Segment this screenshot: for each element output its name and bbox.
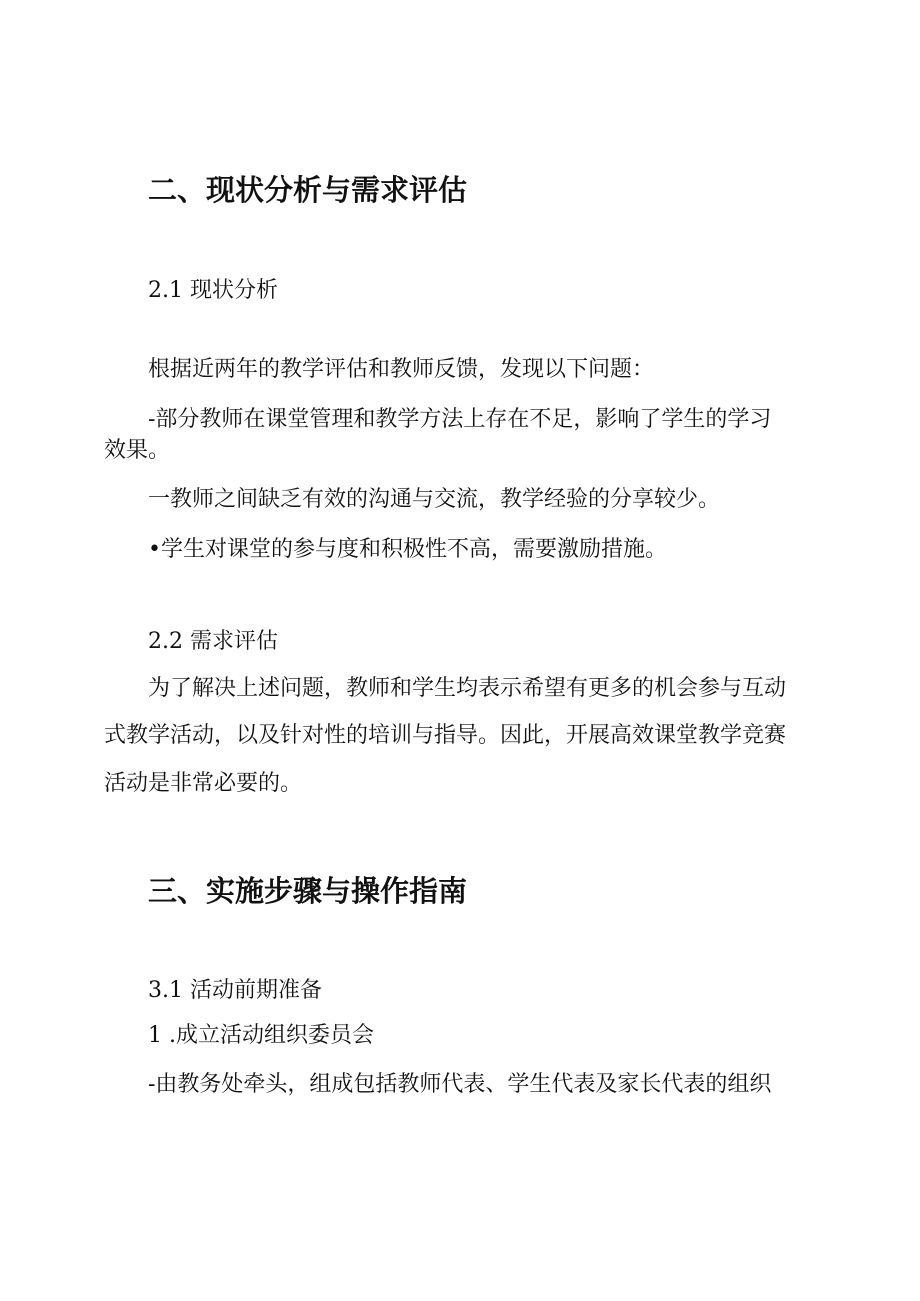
needs-paragraph-line-2: 式教学活动，以及针对性的培训与指导。因此，开展高效课堂教学竞赛 (104, 723, 787, 748)
subsection-2-2-heading: 2.2 需求评估 (148, 629, 278, 654)
needs-paragraph-line-3: 活动是非常必要的。 (104, 771, 303, 796)
step-1-title: 1 .成立活动组织委员会 (148, 1023, 374, 1048)
list-item-1-line-2: 效果。 (104, 438, 171, 463)
needs-paragraph-line-1: 为了解决上述问题，教师和学生均表示希望有更多的机会参与互动 (148, 676, 787, 701)
list-item-1-line-1: -部分教师在课堂管理和教学方法上存在不足，影响了学生的学习 (148, 407, 772, 432)
list-item-3: •学生对课堂的参与度和积极性不高，需要激励措施。 (148, 537, 667, 562)
section-3-heading: 三、实施步骤与操作指南 (148, 874, 468, 908)
subsection-3-1-heading: 3.1 活动前期准备 (148, 978, 322, 1003)
section-2-heading: 二、现状分析与需求评估 (148, 173, 468, 207)
step-1-detail: -由教务处牵头，组成包括教师代表、学生代表及家长代表的组织 (148, 1072, 772, 1097)
list-item-2: 一教师之间缺乏有效的沟通与交流，教学经验的分享较少。 (148, 487, 721, 512)
subsection-2-1-heading: 2.1 现状分析 (148, 278, 278, 303)
paragraph-intro: 根据近两年的教学评估和教师反馈，发现以下问题： (148, 357, 655, 382)
